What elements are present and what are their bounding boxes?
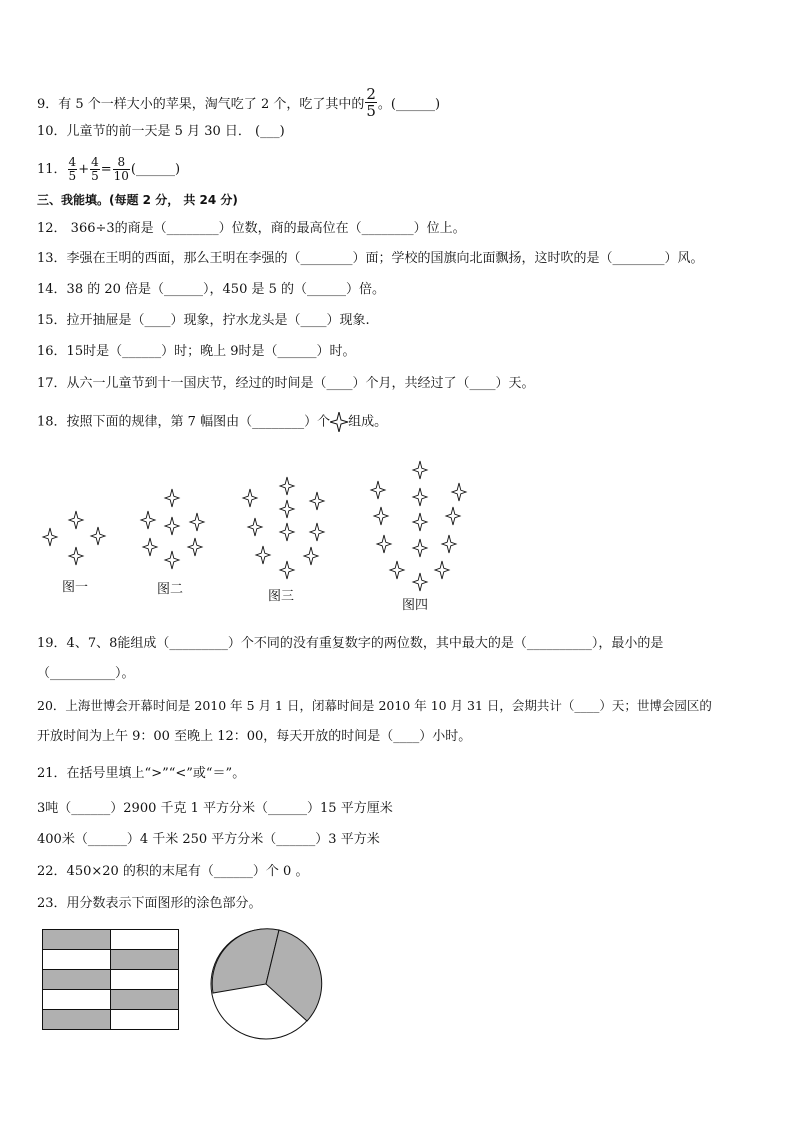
star-pattern-figures [0,450,794,630]
question-18 [37,412,387,432]
plus-sign: + [78,162,90,177]
question-19-line-2: （__________）。 [37,666,135,681]
shaded-cell [111,950,179,970]
shaded-cell [43,1010,111,1030]
fraction-two-fifths [365,86,377,119]
question-19-line-1: 19．4、7、8能组成（_________）个不同的没有重复数字的两位数，其中最大的是（__________），最小的是 [37,636,664,651]
figure-3-caption: 图三 [268,589,295,604]
figure-3 [243,477,324,579]
equals-sign: = [100,162,112,177]
blank-cell [111,930,179,950]
denominator: 5 [68,169,77,183]
fraction-c [113,156,130,183]
denominator: 5 [91,169,99,183]
section-3-heading: 三、我能填。(每题 2 分， 共 24 分) [37,193,238,207]
blank-cell [43,950,111,970]
question-11 [37,156,180,183]
question-9-text: 9．有 5 个一样大小的苹果，淘气吃了 2 个，吃了其中的 [37,97,365,112]
question-20-line-2: 开放时间为上午 9：00 至晚上 12：00，每天开放的时间是（____）小时。 [37,729,472,744]
question-11-tail: (______) [130,162,181,177]
fraction-a [68,156,78,183]
numerator: 2 [366,85,376,103]
question-17: 17．从六一儿童节到十一国庆节，经过的时间是（____）个月，共经过了（____）天。 [37,376,535,391]
blank-cell [111,970,179,990]
question-16: 16．15时是（______）时；晚上 9时是（______）时。 [37,344,356,359]
question-23: 23．用分数表示下面图形的涂色部分。 [37,896,262,911]
shaded-cell [111,990,179,1010]
shaded-circle-figure [208,926,324,1042]
question-22: 22．450×20 的积的末尾有（______）个 0 。 [37,864,309,879]
shaded-cell [43,970,111,990]
blank-cell [111,1010,179,1030]
figure-4 [371,461,466,591]
blank-cell [43,990,111,1010]
question-9 [37,85,441,121]
denominator: 10 [113,169,129,183]
question-12: 12． 366÷3的商是（________）位数，商的最高位在（________）位上。 [37,221,466,236]
shaded-cell [43,930,111,950]
four-point-star-icon [330,412,348,432]
question-14: 14．38 的 20 倍是（______），450 是 5 的（______）倍。 [37,282,386,297]
question-21: 21．在括号里填上“>”“<”或“＝”。 [37,766,246,781]
figure-4-caption: 图四 [402,598,429,613]
question-20-line-1: 20．上海世博会开幕时间是 2010 年 5 月 1 日，闭幕时间是 2010 年 10 月 31 日，会期共计（____）天；世博会园区的 [37,698,712,713]
numerator: 8 [113,156,130,170]
shaded-rectangle-figure [41,928,181,1032]
numerator: 4 [68,155,77,169]
numerator: 4 [91,155,99,169]
question-21-row-2: 400米（______）4 千米 250 平方分米（______）3 平方米 [37,832,380,847]
question-21-row-1: 3吨（______）2900 千克 1 平方分米（______）15 平方厘米 [37,801,393,816]
question-18-text: 18．按照下面的规律，第 7 幅图由（________）个 [37,414,331,430]
denominator: 5 [366,102,376,120]
question-15: 15．拉开抽屉是（____）现象，拧水龙头是（____）现象. [37,313,370,328]
figure-2 [141,489,204,569]
figure-1-caption: 图一 [62,580,89,595]
figure-2-caption: 图二 [157,582,184,597]
question-11-number: 11． [37,162,67,177]
figure-1 [43,511,105,565]
question-13: 13．李强在王明的西面，那么王明在李强的（________）面；学校的国旗向北面飘扬，这时吹的是（________）风。 [37,251,704,266]
question-9-tail: 。(______) [377,97,441,112]
fraction-b [90,156,100,183]
question-10: 10．儿童节的前一天是 5 月 30 日． (___) [37,124,285,139]
question-18-tail: 组成。 [348,414,388,430]
